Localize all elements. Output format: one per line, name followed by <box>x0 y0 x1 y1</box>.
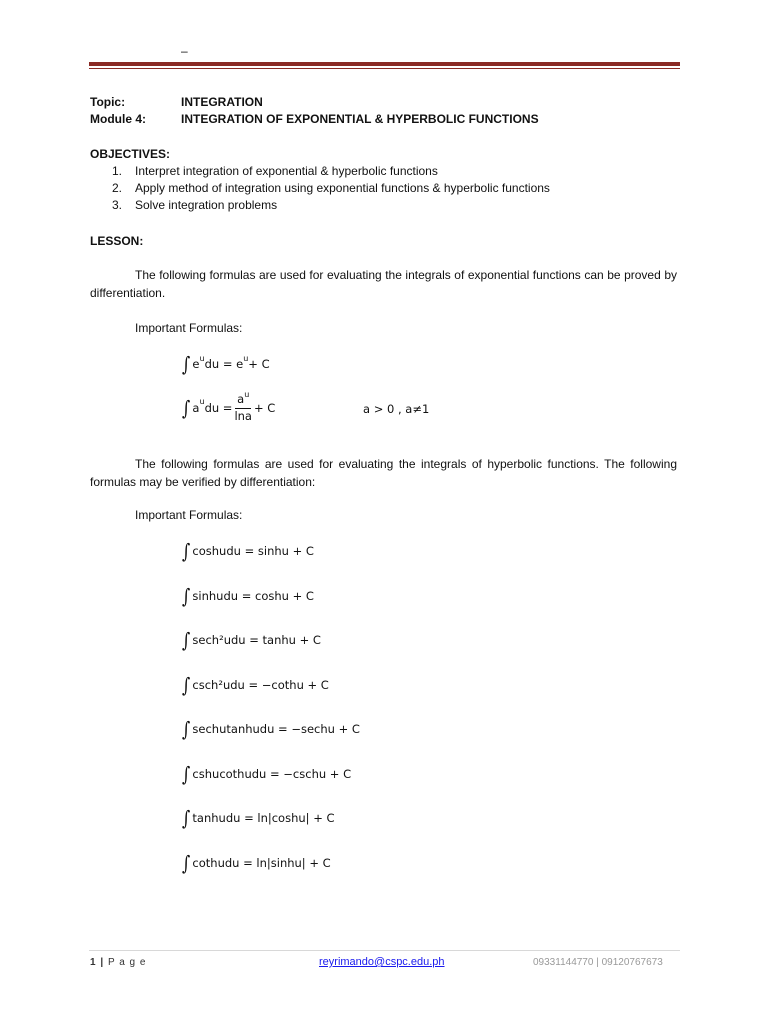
paragraph-text: The following formulas are used for evaluating the integrals of exponential functions can be proved by differentiation. <box>90 268 677 300</box>
formula-superscript: u <box>244 390 250 399</box>
formula-exp-a <box>181 392 275 423</box>
objective-number: 3. <box>112 198 123 212</box>
module-label: Module 4: <box>90 112 146 126</box>
integral-sign-icon: ∫ <box>182 628 191 652</box>
formula-text: sech²udu = tanhu + C <box>192 633 321 647</box>
formula-hyp <box>181 586 314 606</box>
formula-text: sinhudu = coshu + C <box>192 589 314 603</box>
formula-part: + C <box>248 357 270 371</box>
formula-superscript: u <box>243 353 249 363</box>
objective-text: Apply method of integration using exponential functions & hyperbolic functions <box>135 181 550 195</box>
footer-rule <box>89 950 680 951</box>
lesson-heading: LESSON: <box>90 234 144 248</box>
formula-text: cothudu = ln|sinhu| + C <box>192 856 331 870</box>
formula-superscript: u <box>199 397 205 406</box>
lesson-paragraph-hyperbolic <box>90 455 677 491</box>
page-number: 1 <box>90 957 97 968</box>
topic-label: Topic: <box>90 95 126 109</box>
integral-sign-icon: ∫ <box>182 352 191 376</box>
objectives-list <box>112 163 550 214</box>
formula-part: + C <box>253 400 276 415</box>
formula-hyp <box>181 541 314 561</box>
fraction-denominator: lna <box>234 409 252 423</box>
footer-phone: 09331144770 | 09120767673 <box>533 957 663 968</box>
important-formulas-label-2: Important Formulas: <box>135 508 243 522</box>
formula-fraction <box>234 392 252 423</box>
integral-sign-icon: ∫ <box>182 717 191 741</box>
objective-number: 2. <box>112 181 123 195</box>
header-mark: – <box>181 44 188 58</box>
formula-part: e <box>192 357 200 371</box>
formula-exp-e <box>181 354 270 374</box>
formula-text: cshucothudu = −cschu + C <box>192 767 352 781</box>
integral-sign-icon: ∫ <box>182 673 191 697</box>
formula-hyp <box>181 853 331 873</box>
formula-hyp <box>181 719 360 739</box>
objective-item <box>112 197 550 214</box>
integral-sign-icon: ∫ <box>182 806 191 830</box>
formula-superscript: u <box>199 353 205 363</box>
formula-part: du = <box>204 400 233 415</box>
objectives-heading: OBJECTIVES: <box>90 147 171 161</box>
objective-text: Interpret integration of exponential & hyperbolic functions <box>135 164 438 178</box>
page-word: P a g e <box>107 957 147 968</box>
formula-part: du = e <box>204 357 244 371</box>
formula-part: a <box>192 400 200 415</box>
formula-text: csch²udu = −cothu + C <box>192 678 329 692</box>
formula-hyp <box>181 764 351 784</box>
formula-condition: a > 0 , a≠1 <box>363 402 430 416</box>
integral-sign-icon: ∫ <box>182 851 191 875</box>
objective-item <box>112 180 550 197</box>
formula-text: tanhudu = ln|coshu| + C <box>192 811 335 825</box>
objective-number: 1. <box>112 164 123 178</box>
formula-hyp <box>181 808 335 828</box>
lesson-paragraph-exponential <box>90 266 677 302</box>
formula-hyp <box>181 630 321 650</box>
module-value: INTEGRATION OF EXPONENTIAL & HYPERBOLIC FUNCTIONS <box>181 112 539 126</box>
integral-sign-icon: ∫ <box>182 584 191 608</box>
header-rule-thin <box>89 68 680 69</box>
fraction-numerator: a <box>237 392 245 406</box>
page-separator: | <box>100 957 105 968</box>
important-formulas-label: Important Formulas: <box>135 321 243 335</box>
topic-value: INTEGRATION <box>181 95 263 109</box>
paragraph-text: The following formulas are used for evaluating the integrals of hyperbolic functions. The following formulas may be verified by differentiation: <box>90 457 677 489</box>
integral-sign-icon: ∫ <box>182 762 191 786</box>
objective-text: Solve integration problems <box>135 198 278 212</box>
objective-item <box>112 163 550 180</box>
footer-email-link[interactable]: reyrimando@cspc.edu.ph <box>319 956 445 968</box>
integral-sign-icon: ∫ <box>182 539 191 563</box>
footer-page-number <box>90 957 146 968</box>
formula-text: sechutanhudu = −sechu + C <box>192 722 360 736</box>
header-rule <box>89 62 680 66</box>
formula-hyp <box>181 675 329 695</box>
integral-sign-icon: ∫ <box>182 395 191 420</box>
formula-text: coshudu = sinhu + C <box>192 544 314 558</box>
